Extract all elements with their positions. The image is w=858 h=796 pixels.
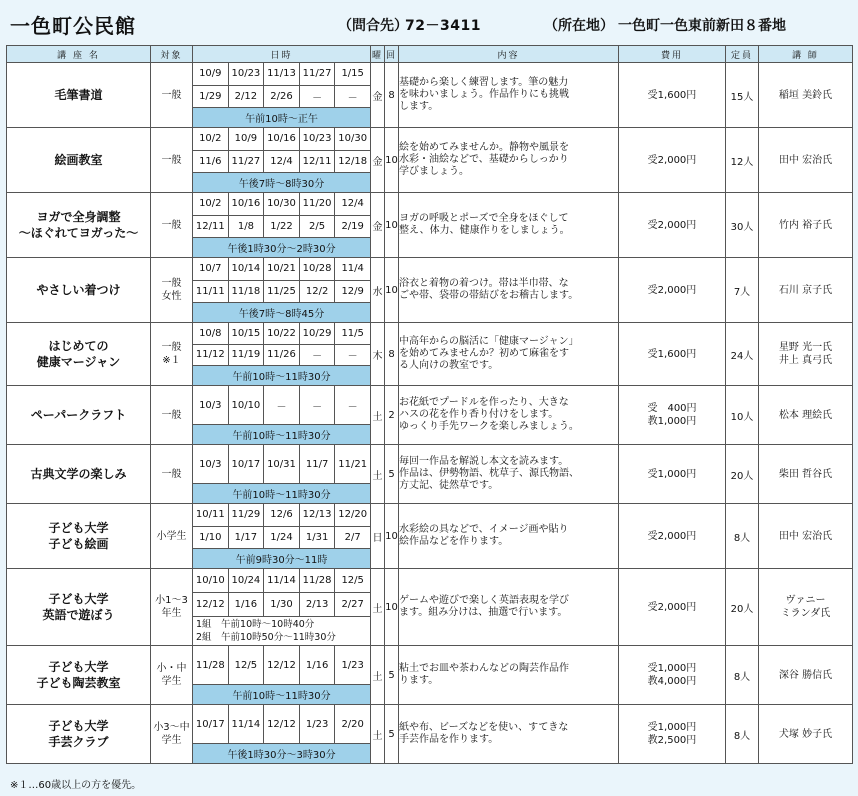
session-count: 8 [385, 323, 399, 386]
course-content: 粘土でお皿や茶わんなどの陶芸作品作 ります。 [399, 646, 619, 705]
date-cell: 10/10 [193, 569, 229, 592]
session-count: 2 [385, 386, 399, 445]
course-dates [193, 193, 371, 258]
weekday: 水 [371, 258, 385, 323]
course-name: ヨガで全身調整 ～ほぐれてヨガった～ [7, 193, 151, 258]
time-band: 午前9時30分～11時 [193, 549, 370, 568]
date-grid [193, 258, 370, 322]
date-row [193, 593, 370, 617]
date-cell: 12/2 [300, 281, 336, 303]
session-count: 10 [385, 504, 399, 569]
session-count: 5 [385, 646, 399, 705]
date-cell: 11/26 [264, 345, 300, 366]
date-cell: 11/6 [193, 151, 229, 173]
date-cell: 12/12 [264, 646, 300, 684]
course-fee: 受1,000円 教4,000円 [619, 646, 726, 705]
date-cell: 12/5 [229, 646, 265, 684]
course-instructor: 田中 宏治氏 [759, 128, 853, 193]
date-cell: 1/24 [264, 527, 300, 549]
time-band: 午前10時～11時30分 [193, 484, 370, 503]
session-count: 5 [385, 445, 399, 504]
date-grid [193, 193, 370, 257]
date-cell: 11/19 [229, 345, 265, 366]
course-capacity: 8人 [726, 504, 759, 569]
date-cell: 10/30 [264, 193, 300, 215]
course-content: ヨガの呼吸とポーズで全身をほぐして 整え、体力、健康作りをしましょう。 [399, 193, 619, 258]
session-count: 8 [385, 63, 399, 128]
date-cell: 2/5 [300, 216, 336, 238]
col-count: 回 [385, 46, 399, 63]
course-dates [193, 646, 371, 705]
date-cell: 1/22 [264, 216, 300, 238]
date-cell: 11/7 [300, 445, 336, 483]
course-capacity: 20人 [726, 569, 759, 646]
col-course: 講 座 名 [7, 46, 151, 63]
date-cell: 10/16 [264, 128, 300, 150]
contact-label: （問合先） [338, 18, 408, 34]
date-cell: 1/8 [229, 216, 265, 238]
date-cell: 10/17 [193, 705, 229, 743]
date-row [193, 258, 370, 281]
date-cell: － [347, 351, 358, 363]
course-instructor: 石川 京子氏 [759, 258, 853, 323]
table-row [7, 323, 853, 386]
course-capacity: 15人 [726, 63, 759, 128]
col-datetime: 日時 [193, 46, 371, 63]
weekday: 土 [371, 386, 385, 445]
date-cell: － [300, 86, 336, 108]
col-instructor: 講 師 [759, 46, 853, 63]
course-instructor: 深谷 勝信氏 [759, 646, 853, 705]
date-cell: 1/30 [264, 593, 300, 616]
course-instructor: 星野 光一氏 井上 真弓氏 [759, 323, 853, 386]
date-cell: 10/2 [193, 193, 229, 215]
date-row [193, 281, 370, 304]
date-cell: 11/28 [193, 646, 229, 684]
date-cell: 11/28 [300, 569, 336, 592]
date-cell: 12/20 [338, 509, 368, 521]
date-cell: 1/31 [300, 527, 336, 549]
date-grid [193, 646, 370, 704]
weekday: 木 [371, 323, 385, 386]
date-cell: 2/20 [341, 718, 364, 730]
table-row [7, 386, 853, 445]
time-band: 午前10時～11時30分 [193, 366, 370, 385]
date-cell: 10/10 [229, 386, 265, 424]
course-fee: 受1,600円 [619, 323, 726, 386]
session-count: 10 [385, 128, 399, 193]
course-content: 水彩絵の具などで、イメージ画や貼り 絵作品などを作ります。 [399, 504, 619, 569]
course-content: 基礎から楽しく練習します。筆の魅力 を味わいましょう。作品作りにも挑戦 します。 [399, 63, 619, 128]
course-dates [193, 258, 371, 323]
date-cell: 10/15 [229, 323, 265, 344]
date-cell: 10/22 [264, 323, 300, 344]
date-cell: 10/9 [229, 128, 265, 150]
date-row [193, 216, 370, 239]
date-row [193, 445, 370, 484]
date-cell: 11/14 [264, 569, 300, 592]
course-dates [193, 504, 371, 569]
date-cell: － [300, 345, 336, 366]
date-cell: 11/11 [193, 281, 229, 303]
date-cell: － [264, 386, 300, 424]
course-target: 小学生 [151, 504, 193, 569]
course-name: ペーパークラフト [7, 386, 151, 445]
weekday: 金 [371, 128, 385, 193]
date-cell: 2/26 [264, 86, 300, 108]
course-target: 小3～中 学生 [151, 705, 193, 764]
date-cell: 12/5 [341, 575, 364, 586]
col-fee: 費用 [619, 46, 726, 63]
course-fee: 受1,000円 [619, 445, 726, 504]
date-cell: 11/4 [341, 263, 364, 275]
course-capacity: 12人 [726, 128, 759, 193]
date-cell: 10/2 [193, 128, 229, 150]
course-content: 中高年からの脳活に「健康マージャン」 を始めてみませんか？初めて麻雀をす る人向けの教室です。 [399, 323, 619, 386]
date-row [193, 193, 370, 216]
date-cell: 11/5 [341, 327, 364, 339]
course-name: 毛筆書道 [7, 63, 151, 128]
course-content: お花紙でプードルを作ったり、大きな ハスの花を作り香り付けをします。 ゆっくり手先ワークを楽しみましょう。 [399, 386, 619, 445]
address-label: （所在地） [544, 18, 614, 34]
course-dates [193, 705, 371, 764]
course-target: 一般 [151, 63, 193, 128]
date-grid [193, 386, 370, 444]
phone-number: 72－3411 [405, 18, 481, 34]
course-name: やさしい着つけ [7, 258, 151, 323]
date-row [193, 151, 370, 174]
course-fee: 受2,000円 [619, 128, 726, 193]
date-row [193, 386, 370, 425]
date-row [193, 569, 370, 593]
course-capacity: 8人 [726, 705, 759, 764]
course-capacity: 10人 [726, 386, 759, 445]
course-schedule-table [6, 45, 853, 764]
time-band: 午前10時～11時30分 [193, 425, 370, 444]
date-cell: 11/13 [264, 63, 300, 85]
course-dates [193, 386, 371, 445]
course-name: 子ども大学 子ども絵画 [7, 504, 151, 569]
time-line: 1組 午前10時～10時40分 [196, 619, 315, 630]
date-row [193, 63, 370, 86]
page-header [0, 0, 858, 44]
course-target: 小1～3 年生 [151, 569, 193, 646]
date-cell: 12/6 [264, 504, 300, 526]
session-count: 10 [385, 258, 399, 323]
date-cell: 10/8 [193, 323, 229, 344]
table-row [7, 128, 853, 193]
date-cell: 12/11 [193, 216, 229, 238]
date-grid [193, 705, 370, 763]
course-target: 一般 [151, 386, 193, 445]
course-target: 一般 [151, 128, 193, 193]
course-capacity: 30人 [726, 193, 759, 258]
date-cell: 2/13 [300, 593, 336, 616]
course-fee: 受2,000円 [619, 193, 726, 258]
course-content: 浴衣と着物の着つけ。帯は半巾帯、な ごや帯、袋帯の帯結びをお稽古します。 [399, 258, 619, 323]
date-cell: 10/11 [193, 504, 229, 526]
course-name: 絵画教室 [7, 128, 151, 193]
course-dates [193, 128, 371, 193]
date-cell: 1/23 [341, 659, 364, 671]
date-row [193, 345, 370, 367]
date-cell: 12/12 [193, 593, 229, 616]
weekday: 土 [371, 646, 385, 705]
date-cell: － [347, 401, 358, 413]
time-band: 午後1時30分～3時30分 [193, 744, 370, 763]
date-row [193, 527, 370, 550]
course-name: 子ども大学 英語で遊ぼう [7, 569, 151, 646]
date-cell: 10/3 [193, 445, 229, 483]
course-fee: 受2,000円 [619, 569, 726, 646]
date-cell: 10/29 [300, 323, 336, 344]
date-cell: 12/4 [341, 198, 364, 210]
date-cell: 2/12 [229, 86, 265, 108]
date-cell: 10/21 [264, 258, 300, 280]
course-target: 一般 [151, 445, 193, 504]
table-row [7, 193, 853, 258]
col-content: 内容 [399, 46, 619, 63]
date-cell: 1/23 [300, 705, 336, 743]
date-grid [193, 569, 370, 645]
date-cell: 1/15 [341, 68, 364, 80]
time-band: 午後1時30分～2時30分 [193, 238, 370, 257]
weekday: 土 [371, 569, 385, 646]
date-cell: 10/30 [338, 133, 368, 145]
weekday: 日 [371, 504, 385, 569]
address: 一色町一色東前新田８番地 [618, 18, 786, 34]
date-row [193, 86, 370, 109]
date-cell: 1/16 [300, 646, 336, 684]
date-cell: － [300, 386, 336, 424]
date-cell: 2/27 [341, 599, 364, 610]
date-cell: 12/9 [341, 285, 364, 297]
header-row [7, 46, 853, 63]
date-cell: 10/17 [229, 445, 265, 483]
time-band: 午後7時～8時30分 [193, 173, 370, 192]
course-instructor: 松本 理絵氏 [759, 386, 853, 445]
date-cell: 12/13 [300, 504, 336, 526]
weekday: 土 [371, 705, 385, 764]
date-cell: 2/19 [341, 220, 364, 232]
course-instructor: 稲垣 美鈴氏 [759, 63, 853, 128]
session-count: 10 [385, 569, 399, 646]
course-instructor: 柴田 哲谷氏 [759, 445, 853, 504]
course-target: 一般 ※１ [151, 323, 193, 386]
course-dates [193, 323, 371, 386]
date-cell: 1/17 [229, 527, 265, 549]
time-band: 午前10時～正午 [193, 108, 370, 127]
date-cell: 11/29 [229, 504, 265, 526]
date-cell: 1/29 [193, 86, 229, 108]
date-cell: 10/14 [229, 258, 265, 280]
table-row [7, 63, 853, 128]
course-content: 紙や布、ビーズなどを使い、すてきな 手芸作品を作ります。 [399, 705, 619, 764]
course-name: 子ども大学 手芸クラブ [7, 705, 151, 764]
course-content: 毎回一作品を解説し本文を読みます。 作品は、伊勢物語、枕草子、源氏物語、 方丈記、徒然草です。 [399, 445, 619, 504]
course-content: ゲームや遊びで楽しく英語表現を学び ます。組み分けは、抽選で行います。 [399, 569, 619, 646]
date-cell: 10/23 [229, 63, 265, 85]
table-row [7, 646, 853, 705]
date-cell: 10/9 [193, 63, 229, 85]
date-cell: 12/11 [300, 151, 336, 173]
course-name: 古典文学の楽しみ [7, 445, 151, 504]
date-cell: 12/18 [338, 155, 368, 167]
course-instructor: 犬塚 妙子氏 [759, 705, 853, 764]
date-cell: 11/20 [300, 193, 336, 215]
date-row [193, 504, 370, 527]
date-cell: 10/31 [264, 445, 300, 483]
date-cell: － [347, 92, 358, 104]
date-row [193, 128, 370, 151]
date-grid [193, 445, 370, 503]
course-dates [193, 63, 371, 128]
session-count: 5 [385, 705, 399, 764]
course-content: 絵を始めてみませんか。静物や風景を 水彩・油絵などで、基礎からしっかり 学びましょう。 [399, 128, 619, 193]
date-cell: 10/16 [229, 193, 265, 215]
time-line: 2組 午前10時50分～11時30分 [196, 632, 336, 643]
table-row [7, 445, 853, 504]
date-row [193, 646, 370, 685]
course-capacity: 7人 [726, 258, 759, 323]
course-capacity: 8人 [726, 646, 759, 705]
date-row [193, 705, 370, 744]
course-capacity: 20人 [726, 445, 759, 504]
course-name: 子ども大学 子ども陶芸教室 [7, 646, 151, 705]
course-fee: 受 400円 教1,000円 [619, 386, 726, 445]
weekday: 金 [371, 193, 385, 258]
date-cell: 2/7 [344, 531, 361, 543]
date-cell: 10/23 [300, 128, 336, 150]
time-band: 午後7時～8時45分 [193, 303, 370, 322]
course-dates [193, 569, 371, 646]
course-target: 一般 女性 [151, 258, 193, 323]
course-fee: 受2,000円 [619, 504, 726, 569]
table-row [7, 705, 853, 764]
date-cell: 10/24 [229, 569, 265, 592]
time-band [193, 617, 370, 645]
table-row [7, 504, 853, 569]
course-fee: 受1,600円 [619, 63, 726, 128]
date-cell: 12/12 [264, 705, 300, 743]
date-cell: 10/3 [193, 386, 229, 424]
date-cell: 11/27 [229, 151, 265, 173]
date-cell: 12/4 [264, 151, 300, 173]
course-fee: 受2,000円 [619, 258, 726, 323]
course-dates [193, 445, 371, 504]
course-fee: 受1,000円 教2,500円 [619, 705, 726, 764]
date-cell: 11/18 [229, 281, 265, 303]
page-title: 一色町公民館 [10, 14, 136, 38]
course-capacity: 24人 [726, 323, 759, 386]
col-weekday: 曜 [371, 46, 385, 63]
date-row [193, 323, 370, 345]
time-band: 午前10時～11時30分 [193, 685, 370, 704]
table-row [7, 258, 853, 323]
date-cell: 11/12 [193, 345, 229, 366]
table-body [7, 63, 853, 764]
date-cell: 11/25 [264, 281, 300, 303]
course-instructor: ヴァニー ミランダ氏 [759, 569, 853, 646]
date-cell: 11/21 [338, 458, 368, 470]
weekday: 土 [371, 445, 385, 504]
date-cell: 11/14 [229, 705, 265, 743]
col-target: 対象 [151, 46, 193, 63]
date-cell: 11/27 [300, 63, 336, 85]
session-count: 10 [385, 193, 399, 258]
date-grid [193, 63, 370, 127]
course-target: 小・中 学生 [151, 646, 193, 705]
footnote: ※１…60歳以上の方を優先。 [10, 780, 142, 791]
date-cell: 10/28 [300, 258, 336, 280]
date-cell: 1/16 [229, 593, 265, 616]
table-row [7, 569, 853, 646]
date-grid [193, 504, 370, 568]
weekday: 金 [371, 63, 385, 128]
course-name: はじめての 健康マージャン [7, 323, 151, 386]
col-capacity: 定員 [726, 46, 759, 63]
date-cell: 1/10 [193, 527, 229, 549]
date-grid [193, 128, 370, 192]
course-instructor: 竹内 裕子氏 [759, 193, 853, 258]
date-grid [193, 323, 370, 385]
course-instructor: 田中 宏治氏 [759, 504, 853, 569]
date-cell: 10/7 [193, 258, 229, 280]
course-target: 一般 [151, 193, 193, 258]
